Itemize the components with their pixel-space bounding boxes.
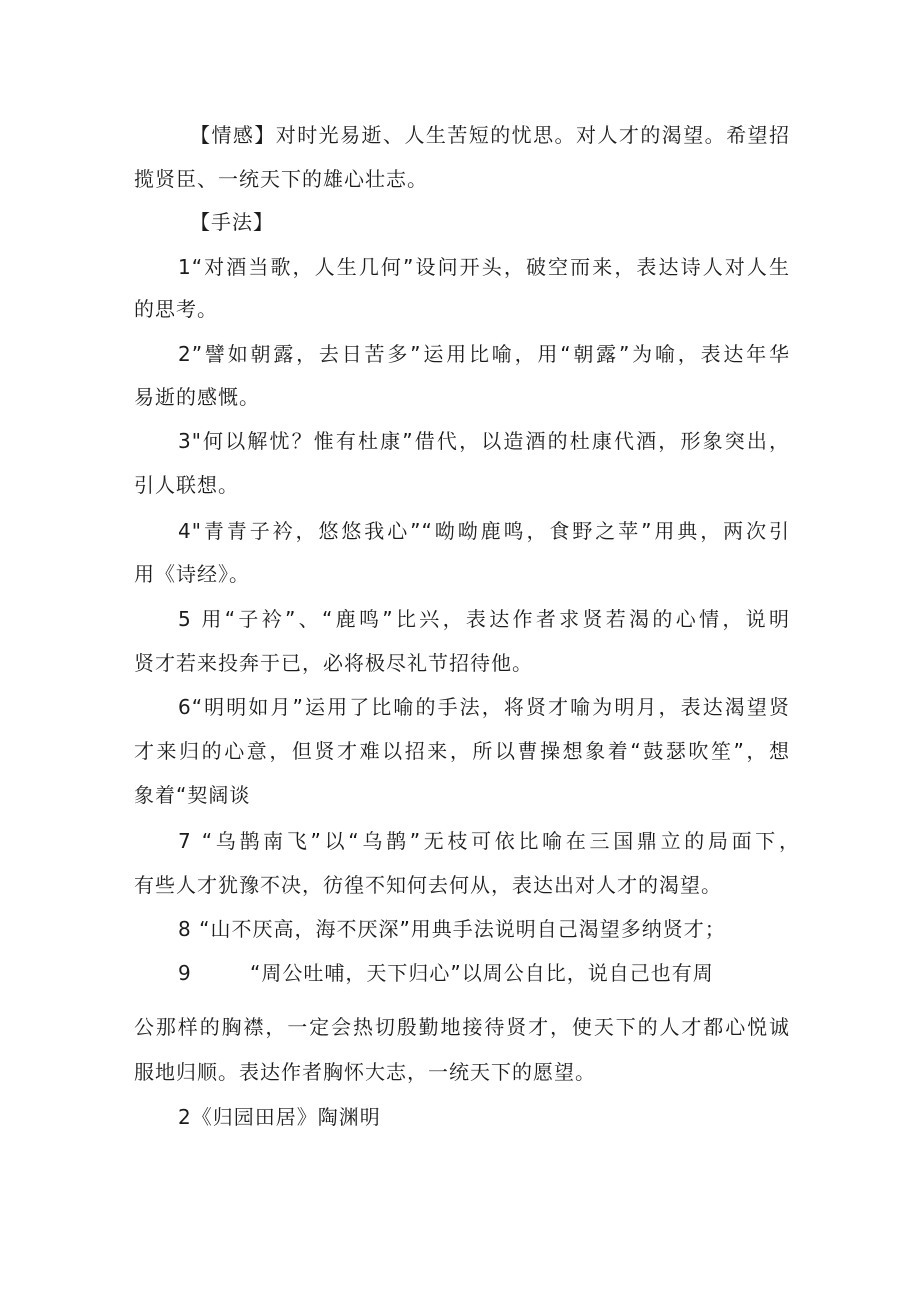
item-1-line-1: 1“对酒当歌，人生几何”设问开头，破空而来，表达诗人对人生 [178, 255, 790, 279]
item-6-line-3: 象着“契阔谈 [134, 783, 251, 807]
item-9-line-1: “周公吐哺，天下归心”以周公自比，说自己也有周 [250, 961, 714, 985]
item-5-line-2: 贤才若来投奔于已，必将极尽礼节招待他。 [134, 651, 533, 675]
item-7-line-2: 有些人才犹豫不决，彷徨不知何去何从，表达出对人才的渴望。 [134, 873, 722, 897]
item-2-line-2: 易逝的感慨。 [134, 385, 260, 409]
item-8: 8 “山不厌高，海不厌深”用典手法说明自己渴望多纳贤才； [178, 917, 726, 941]
item-6-line-2: 才来归的心意，但贤才难以招来，所以曹操想象着“鼓瑟吹笙”，想 [134, 739, 790, 763]
emotion-line-1: 【情感】对时光易逝、人生苦短的忧思。对人才的渴望。希望招 [190, 123, 790, 147]
item-7-line-1: 7 “乌鹊南飞”以“乌鹊”无枝可依比喻在三国鼎立的局面下， [178, 829, 800, 853]
item-9-number: 9 [178, 961, 192, 985]
item-3-line-2: 引人联想。 [134, 473, 239, 497]
item-1-line-2: 的思考。 [134, 297, 218, 321]
item-2-line-1: 2”譬如朝露，去日苦多”运用比喻，用“朝露”为喻，表达年华 [178, 342, 790, 366]
emotion-line-2: 揽贤臣、一统天下的雄心壮志。 [134, 167, 428, 191]
item-5-line-1: 5 用“子衿”、“鹿鸣”比兴，表达作者求贤若渴的心情，说明 [178, 607, 790, 631]
item-9-line-2: 公那样的胸襟，一定会热切殷勤地接待贤才，使天下的人才都心悦诚 [134, 1015, 790, 1039]
item-6-line-1: 6“明明如月”运用了比喻的手法，将贤才喻为明月，表达渴望贤 [178, 695, 790, 719]
next-poem-title: 2《归园田居》陶渊明 [178, 1105, 381, 1129]
technique-heading: 【手法】 [190, 210, 274, 234]
item-4-line-1: 4"青青子衿，悠悠我心”“呦呦鹿鸣，食野之苹”用典，两次引 [178, 519, 790, 543]
item-3-line-1: 3"何以解忧？惟有杜康”借代，以造酒的杜康代酒，形象突出， [178, 429, 790, 453]
item-4-line-2: 用《诗经》。 [134, 562, 250, 586]
item-9-line-3: 服地归顺。表达作者胸怀大志，一统天下的愿望。 [134, 1060, 596, 1084]
